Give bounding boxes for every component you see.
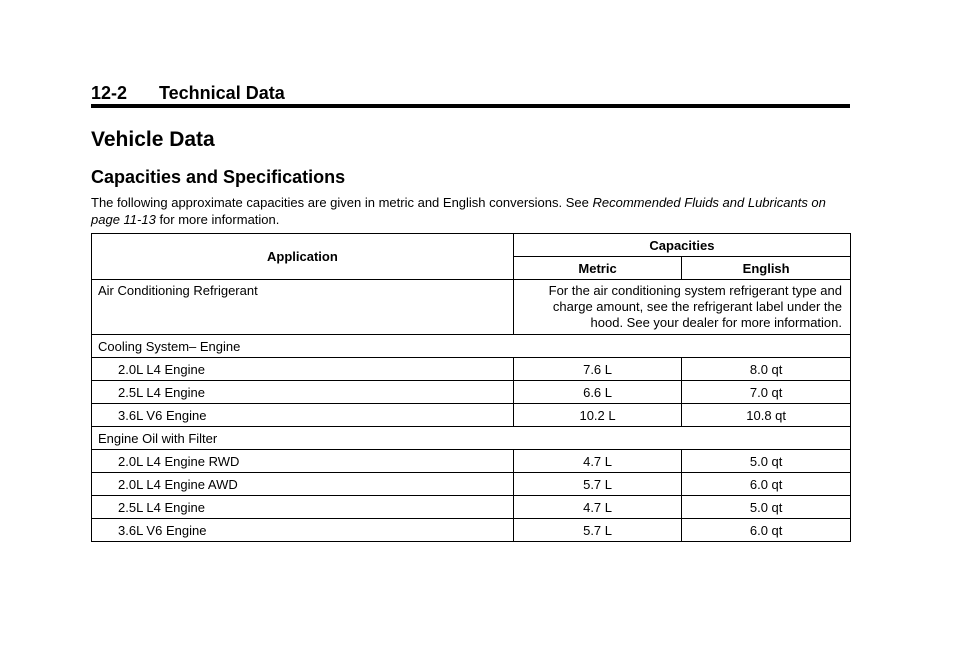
cell-metric: 7.6 L <box>513 358 681 381</box>
col-header-capacities: Capacities <box>513 234 850 257</box>
ac-note-line-2: charge amount, see the refrigerant label under the <box>552 299 842 314</box>
col-header-application: Application <box>92 234 514 280</box>
cell-english: 7.0 qt <box>682 381 851 404</box>
cell-ac-label: Air Conditioning Refrigerant <box>92 280 514 335</box>
table-row <box>92 496 851 519</box>
intro-paragraph <box>91 194 851 228</box>
cell-application: 2.0L L4 Engine <box>92 358 514 381</box>
table-row-ac <box>92 280 851 335</box>
cross-reference-link[interactable]: Recommended Fluids and Lubricants on page 11-13 <box>91 195 826 227</box>
table-row <box>92 381 851 404</box>
section-title: Technical Data <box>159 83 285 103</box>
table-row-cooling-group <box>92 335 851 358</box>
table-row-oil-group <box>92 427 851 450</box>
cell-metric: 5.7 L <box>513 519 681 542</box>
intro-text-after: for more information. <box>155 212 280 227</box>
cell-english: 6.0 qt <box>682 519 851 542</box>
cell-metric: 4.7 L <box>513 450 681 473</box>
page-number: 12-2 <box>91 83 128 103</box>
cell-application: 2.5L L4 Engine <box>92 381 514 404</box>
cell-metric: 6.6 L <box>513 381 681 404</box>
cell-metric: 4.7 L <box>513 496 681 519</box>
ac-note-line-3: hood. See your dealer for more information. <box>590 315 842 330</box>
cell-oil-label: Engine Oil with Filter <box>92 427 851 450</box>
table-row <box>92 473 851 496</box>
ac-note-line-1: For the air conditioning system refrigerant type and <box>548 283 842 298</box>
cell-metric: 10.2 L <box>513 404 681 427</box>
table-row <box>92 358 851 381</box>
cell-application: 2.0L L4 Engine RWD <box>92 450 514 473</box>
table-row <box>92 404 851 427</box>
table-row <box>92 450 851 473</box>
capacities-table <box>91 233 851 542</box>
cell-application: 3.6L V6 Engine <box>92 404 514 427</box>
section-heading: Capacities and Specifications <box>91 167 346 187</box>
page-title: Vehicle Data <box>91 128 215 151</box>
cell-cooling-label: Cooling System– Engine <box>92 335 851 358</box>
page-header <box>91 82 850 108</box>
cell-application: 2.5L L4 Engine <box>92 496 514 519</box>
cell-english: 5.0 qt <box>682 496 851 519</box>
cell-english: 10.8 qt <box>682 404 851 427</box>
cell-english: 6.0 qt <box>682 473 851 496</box>
intro-text-before: The following approximate capacities are given in metric and English conversions. See <box>91 195 593 210</box>
cell-english: 5.0 qt <box>682 450 851 473</box>
table-row <box>92 519 851 542</box>
cell-metric: 5.7 L <box>513 473 681 496</box>
cell-application: 2.0L L4 Engine AWD <box>92 473 514 496</box>
cell-application: 3.6L V6 Engine <box>92 519 514 542</box>
col-header-metric: Metric <box>513 257 681 280</box>
cell-ac-note <box>513 280 850 335</box>
table-header-row <box>92 234 851 257</box>
cell-english: 8.0 qt <box>682 358 851 381</box>
col-header-english: English <box>682 257 851 280</box>
